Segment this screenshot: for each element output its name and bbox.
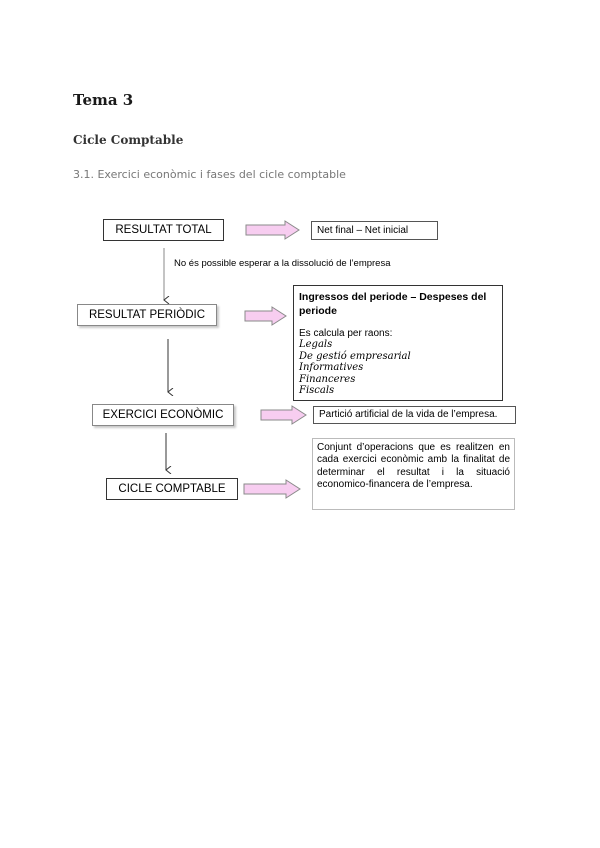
- ingressos-heading: Ingressos del periode – Despeses del periode: [299, 291, 487, 317]
- pink-arrow-cicle: [244, 480, 300, 498]
- resultat-total-box: RESULTAT TOTAL: [103, 219, 224, 241]
- resultat-periodic-box: RESULTAT PERIÒDIC: [77, 304, 217, 326]
- pink-arrow-ingressos: [245, 307, 286, 325]
- reason-item: Financeres: [299, 373, 356, 385]
- ingressos-box: [293, 285, 503, 401]
- reason-item: Informatives: [299, 362, 364, 373]
- page-title: Tema 3: [73, 91, 134, 109]
- reason-item: De gestió empresarial: [299, 350, 411, 362]
- reason-item: Fiscals: [299, 385, 335, 396]
- note-text: No és possible esperar a la dissolució de l’empresa: [174, 258, 391, 269]
- net-box: Net final – Net inicial: [311, 221, 438, 240]
- pink-arrow-net: [246, 221, 299, 239]
- section-heading: 3.1. Exercici econòmic i fases del cicle comptable: [73, 168, 346, 181]
- ingressos-subheading: Es calcula per raons:: [299, 328, 393, 339]
- page-subtitle: Cicle Comptable: [73, 133, 184, 147]
- cicle-comptable-box: CICLE COMPTABLE: [106, 478, 238, 500]
- conjunt-box: Conjunt d’operacions que es realitzen en cada exercici econòmic amb la finalitat de determinar el resultat i la situació economico-financera de l’empresa.: [312, 438, 515, 510]
- particio-box: Partició artificial de la vida de l’empresa.: [313, 406, 516, 424]
- reason-item: Legals: [299, 339, 333, 350]
- pink-arrow-particio: [261, 406, 306, 424]
- exercici-economic-box: EXERCICI ECONÒMIC: [92, 404, 234, 426]
